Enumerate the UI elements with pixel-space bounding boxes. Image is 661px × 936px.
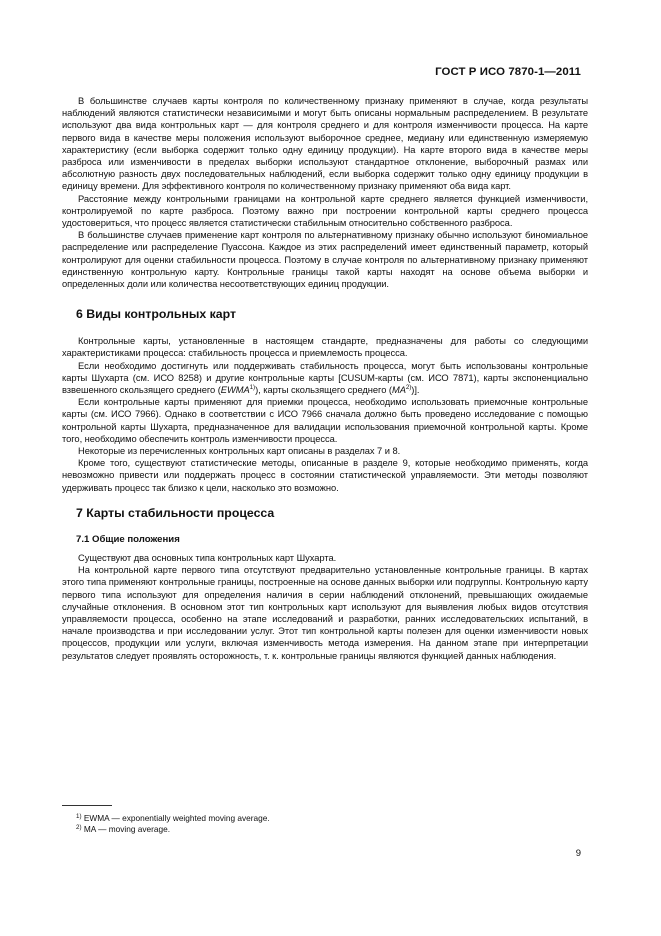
paragraph: Кроме того, существуют статистические методы, описанные в разделе 9, которые необходимо применять, когда невозможно привести или поддержать процесс в состоянии статистической управляемости. Эти методы позволяют удерживать процесс так близко к цели, насколько это возможно. bbox=[62, 458, 588, 493]
footnote-text: EWMA — exponentially weighted moving average. bbox=[83, 813, 270, 823]
footnote-item bbox=[76, 824, 270, 835]
section-6-heading: 6 Виды контрольных карт bbox=[76, 307, 237, 322]
paragraph bbox=[62, 360, 588, 397]
paragraph-text: Если необходимо достигнуть или поддерживать стабильность процесса, могут быть использованы контрольные карты Шухарта (см. ИСО 8258) и другие контрольные карты [CUSUM-карты (см. ИСО 7871), карты экспоненциально взвешенного скользящего среднего ( bbox=[62, 360, 588, 396]
ewma-term: EWMA bbox=[220, 385, 250, 396]
paragraph-text: )]. bbox=[411, 385, 420, 396]
paragraph: Некоторые из перечисленных контрольных карт описаны в разделах 7 и 8. bbox=[78, 446, 401, 457]
footnote-text: MA — moving average. bbox=[83, 824, 171, 835]
paragraph: Существуют два основных типа контрольных карт Шухарта. bbox=[78, 552, 337, 563]
paragraph: В большинстве случаев применение карт контроля по альтернативному признаку обычно используют биномиальное распределение или распределение Пуассона. Каждое из этих распределений имеет единственный параметр, который контролируют для оценки стабильности процесса. Поэтому в случае контроля по альтернативному признаку применяют единственную контрольную карту. Контрольные границы такой карты находят на основе объема выборки и определенных доли или количества несоответствующих единиц продукции. bbox=[62, 230, 588, 290]
section-7-heading: 7 Карты стабильности процесса bbox=[76, 505, 275, 520]
paragraph: Расстояние между контрольными границами на контрольной карте среднего является функцией изменчивости, контролируемой по карте разброса. Поэтому важно при построении контрольной карты среднего процесса удостовериться, что процесс является статистически стабильным относительно собственного разброса. bbox=[62, 193, 588, 229]
page-number: 9 bbox=[575, 848, 581, 859]
ma-term: MA bbox=[391, 385, 406, 396]
footnote-item bbox=[76, 813, 270, 824]
paragraph-text: ), карты скользящего среднего ( bbox=[255, 385, 392, 396]
paragraph: На контрольной карте первого типа отсутствуют предварительно установленные контрольные границы. В картах этого типа применяют контрольные границы, построенные на основе данных выборки или подгруппы. Контрольную карту первого типа используют для определения наличия в серии наблюдений отклонений, превышающих ожидаемые случайные отклонения. В основном этот тип контрольных карт используют для выявления любых видов отсутствия управляемости процесса, особенно на этапе исследований и разработки, ранних исследовательских испытаний, в начале производства и при исследовании услуг. Этот тип контрольной карты полезен для оценки изменчивости новых процессов, продукции или услуги, включая изменчивость метода измерения. На данном этапе при интерпретации результатов следует проявлять осторожность, т. к. контрольные границы являются функцией данных наблюдения. bbox=[62, 565, 588, 661]
footnote-mark: 1) bbox=[76, 813, 82, 820]
footnote-divider bbox=[62, 805, 112, 806]
footnote-ref-1: 1) bbox=[249, 384, 256, 392]
page-content bbox=[62, 95, 588, 662]
footnote-ref-2: 2) bbox=[405, 384, 412, 392]
section-7-1-heading: 7.1 Общие положения bbox=[76, 533, 180, 545]
footnotes bbox=[76, 813, 270, 835]
paragraph: В большинстве случаев карты контроля по количественному признаку применяют в случае, когда результаты наблюдений являются статистически независимыми и могут быть описаны нормальным распределением. В результате используют два вида контрольных карт — для контроля среднего и для контроля изменчивости процесса. На карте первого вида в качестве меры положения используют выборочное среднее, медиану или единственную измеряемую характеристику (если выборка содержит только одну единицу продукции). На карте второго вида в качестве меры разброса или изменчивости в пределах выборки используют стандартное отклонение, выборочный размах или абсолютную разность двух последовательных наблюдений, если выборка содержит только одну единицу продукции в единицу времени. Для эффективного контроля по количественному признаку применяют оба вида карт. bbox=[62, 96, 588, 192]
paragraph: Контрольные карты, установленные в настоящем стандарте, предназначены для работы со следующими характеристиками процесса: стабильность процесса и приемлемость процесса. bbox=[62, 336, 588, 359]
document-header: ГОСТ Р ИСО 7870-1—2011 bbox=[435, 66, 581, 78]
footnote-mark: 2) bbox=[76, 824, 82, 832]
paragraph: Если контрольные карты применяют для приемки процесса, необходимо использовать приемочные контрольные карты (см. ИСО 7966). Однако в соответствии с ИСО 7966 сначала должно быть проведено исследование с помощью контрольной карты Шухарта, предназначенное для валидации использования приемочной контрольной карты. Кроме того, необходимо обеспечить контроль изменчивости процесса. bbox=[62, 397, 588, 444]
